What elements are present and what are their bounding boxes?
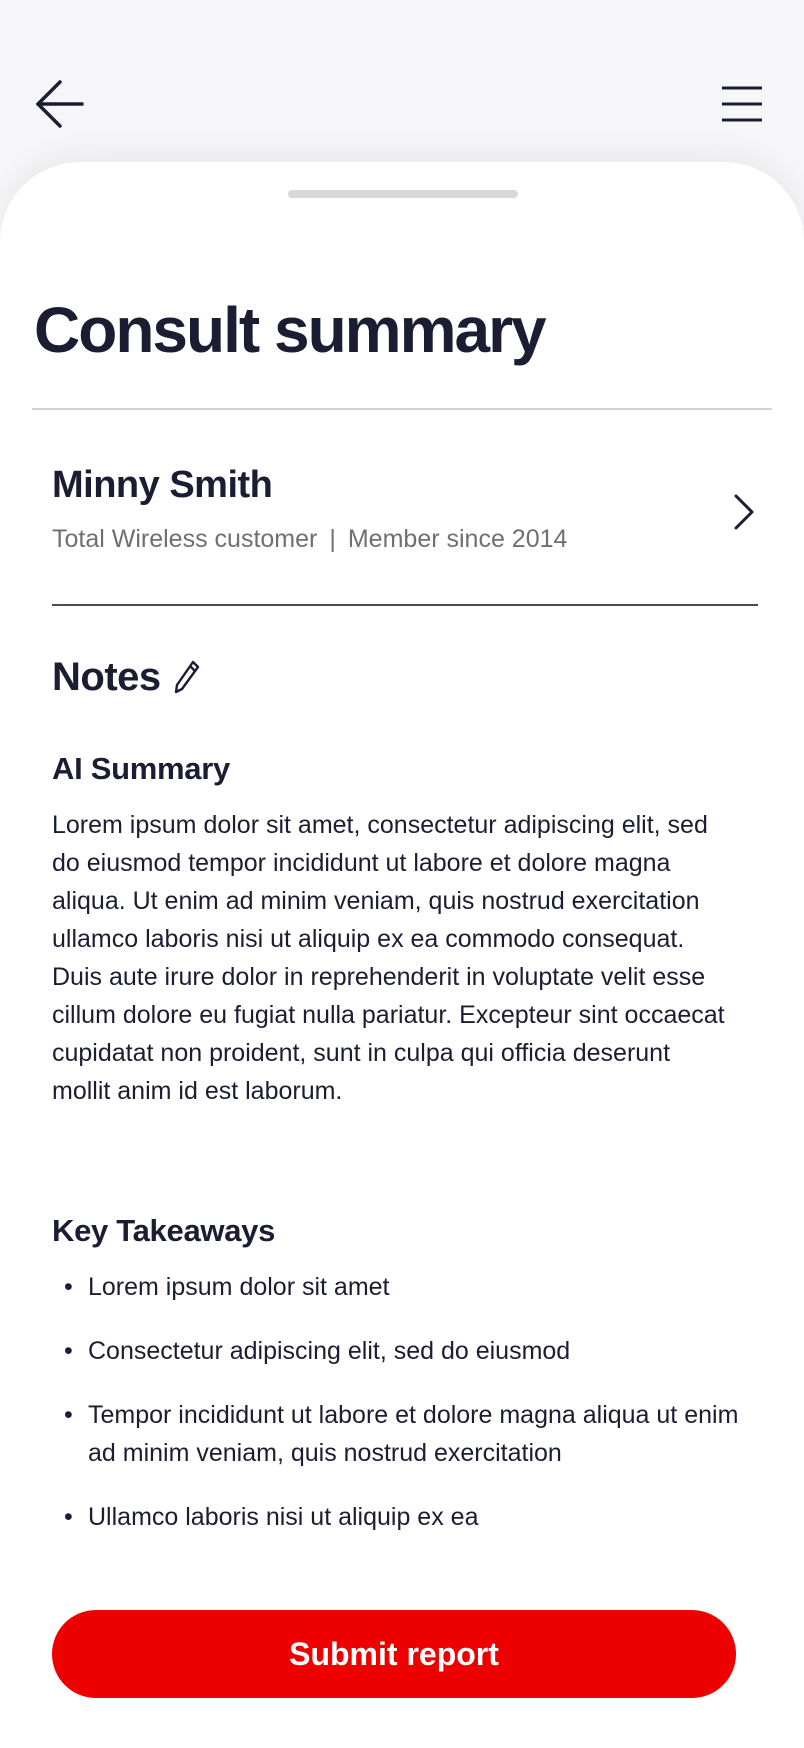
- bullet: •: [64, 1401, 73, 1429]
- submit-report-button[interactable]: Submit report: [52, 1610, 736, 1698]
- customer-plan: Total Wireless customer: [52, 525, 318, 553]
- key-takeaways-list: [52, 1268, 752, 1562]
- customer-member-since: Member since 2014: [347, 525, 568, 553]
- bullet: •: [64, 1337, 73, 1365]
- sheet-drag-handle[interactable]: [288, 190, 518, 198]
- customer-card[interactable]: [52, 462, 758, 572]
- customer-meta: [52, 524, 567, 554]
- key-takeaways-title: Key Takeaways: [52, 1213, 276, 1248]
- chevron-right-icon: [730, 492, 758, 532]
- notes-title: Notes: [52, 655, 161, 699]
- title-divider: [32, 408, 772, 410]
- list-item: [52, 1332, 752, 1370]
- ai-summary-text: Lorem ipsum dolor sit amet, consectetur adipiscing elit, sed do eiusmod tempor incididunt ut labore et dolore magna aliqua. Ut enim ad minim veniam, quis nostrud exercitation ullamco laboris nisi ut aliquip ex ea commodo consequat. Duis aute irure dolor in reprehenderit in voluptate velit esse cillum dolore eu fugiat nulla pariatur. Excepteur sint occaecat cupidatat non proident, sunt in culpa qui officia deserunt mollit anim id est laborum.: [52, 811, 725, 1105]
- edit-notes-button[interactable]: [173, 659, 201, 695]
- top-bar: [0, 0, 804, 160]
- notes-heading: [52, 652, 201, 702]
- bullet: •: [64, 1503, 73, 1531]
- takeaway-text: Consectetur adipiscing elit, sed do eiusmod: [88, 1337, 571, 1365]
- page-title: Consult summary: [34, 294, 545, 366]
- customer-name: Minny Smith: [52, 464, 273, 506]
- arrow-left-icon: [34, 78, 86, 130]
- pencil-icon: [173, 659, 201, 695]
- ai-summary-title: AI Summary: [52, 751, 230, 786]
- customer-divider: [52, 604, 758, 606]
- takeaway-text: Ullamco laboris nisi ut aliquip ex ea: [88, 1503, 479, 1531]
- back-button[interactable]: [34, 78, 86, 130]
- bottom-sheet: [0, 162, 804, 1748]
- bullet: •: [64, 1273, 73, 1301]
- takeaway-text: Tempor incididunt ut labore et dolore magna aliqua ut enim ad minim veniam, quis nostrud exercitation: [88, 1401, 739, 1467]
- takeaway-text: Lorem ipsum dolor sit amet: [88, 1273, 390, 1301]
- menu-button[interactable]: [718, 82, 766, 126]
- list-item: [52, 1396, 752, 1472]
- meta-separator: |: [329, 525, 336, 553]
- hamburger-menu-icon: [718, 82, 766, 126]
- list-item: [52, 1268, 752, 1306]
- list-item: [52, 1498, 752, 1536]
